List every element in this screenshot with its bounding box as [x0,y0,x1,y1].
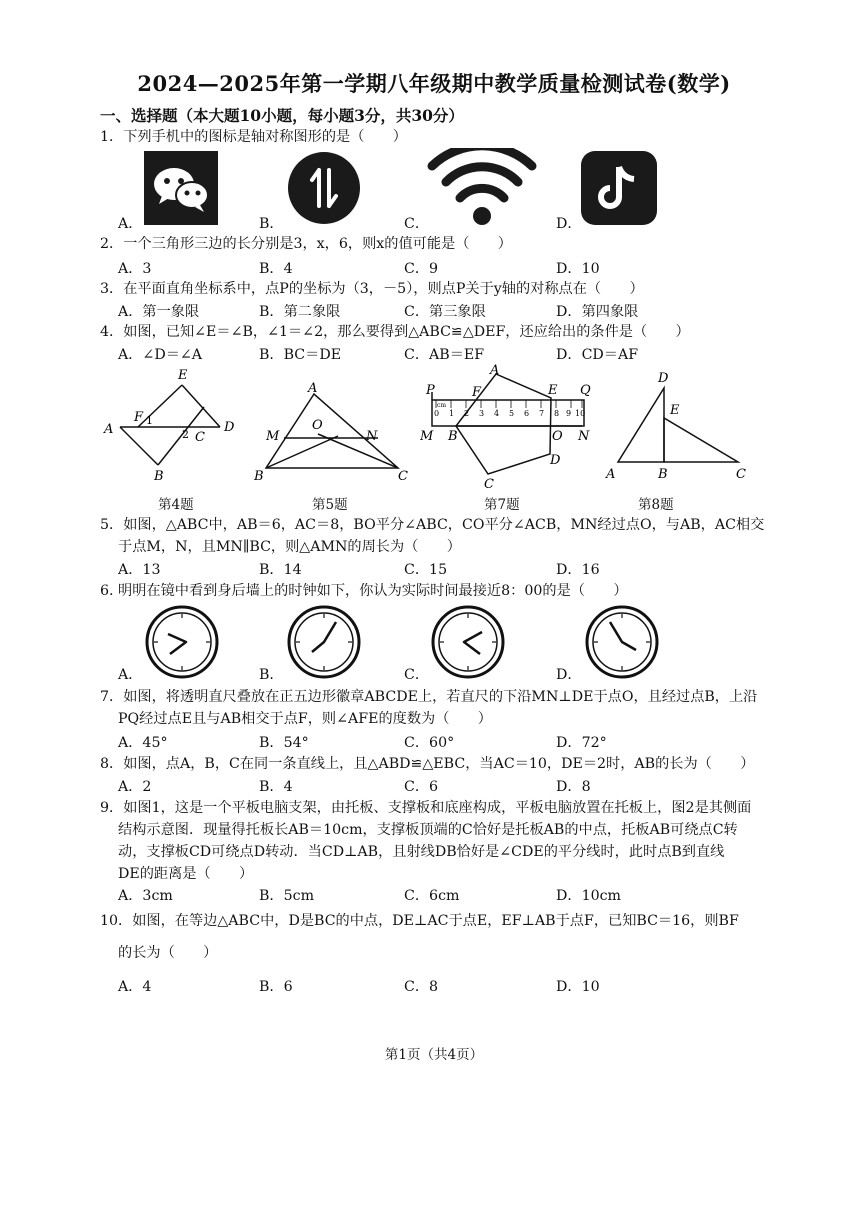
fig8-label-d: D [658,371,669,386]
question-7-line-2: PQ经过点E且与AB相交于点F，则∠AFE的度数为（ ） [118,711,492,727]
fig7-label-c: C [484,477,494,492]
q6-option-a: A． [118,667,143,683]
fig7-label-n: N [578,429,590,444]
ruler-tick-9: 9 [566,409,572,418]
q9-option-c: C．6cm [404,888,460,904]
page-footer: 第1页（共4页） [384,1047,484,1063]
tiktok-icon [581,151,657,225]
q5-option-c: C．15 [404,562,448,578]
question-9-line-3: 动，支撑板CD可绕点D转动．当CD⊥AB，且射线DB恰好是∠CDE的平分线时，此时点B到直线 [118,844,725,860]
question-10-line-1: 10．如图，在等边△ABC中，D是BC的中点，DE⊥AC于点E，EF⊥AB于点F，已知BC＝16，则BF [100,913,739,929]
caption-figure-5: 第5题 [312,497,348,513]
q7-option-c: C．60° [404,735,455,751]
caption-figure-8: 第8题 [638,497,674,513]
fig4-label-d: D [224,420,235,435]
ruler-tick-7: 7 [539,409,545,418]
question-6: 6. 明明在镜中看到身后墙上的时钟如下，你认为实际时间最接近8：00的是（ ） [100,583,628,599]
question-4: 4．如图，已知∠E＝∠B，∠1＝∠2，那么要得到△ABC≌△DEF，还应给出的条件是（ ） [100,324,690,340]
fig4-label-2: 2 [182,428,189,441]
q5-option-b: B．14 [259,562,302,578]
caption-figure-7: 第7题 [484,497,520,513]
ruler-ticks [436,400,582,408]
ruler-tick-8: 8 [554,409,560,418]
fig7-label-o: O [552,429,563,444]
q1-option-b: B． [259,216,284,232]
fig8-label-a: A [606,467,616,482]
question-9-line-2: 结构示意图．现量得托板长AB＝10cm，支撑板顶端的C恰好是托板AB的中点，托板AB可绕点C转 [118,822,738,838]
q3-option-c: C．第三象限 [404,304,486,320]
fig5-label-a: A [308,381,318,396]
fig7-label-e: E [548,383,558,398]
fig7-label-q: Q [580,383,591,398]
question-10-line-2: 的长为（ ） [118,945,218,961]
q3-option-b: B．第二象限 [259,304,341,320]
transfer-arrows-icon [286,151,362,225]
clock-c-icon [430,604,506,680]
ruler-tick-0: 0 [434,409,440,418]
ruler-tick-1: 1 [449,409,455,418]
clock-a-icon [144,604,220,680]
q8-option-a: A．2 [118,779,152,795]
q9-option-d: D．10cm [556,888,622,904]
ruler-tick-4: 4 [494,409,500,418]
q10-option-b: B．6 [259,979,293,995]
q8-option-b: B．4 [259,779,293,795]
figure-7 [420,362,600,492]
wifi-icon [427,148,537,228]
q5-option-a: A．13 [118,562,161,578]
question-2: 2．一个三角形三边的长分别是3，x，6，则x的值可能是（ ） [100,236,512,252]
q9-option-a: A．3cm [118,888,173,904]
figure-4 [100,365,245,485]
ruler-tick-3: 3 [479,409,485,418]
fig7-label-f: F [472,385,482,400]
fig4-label-e: E [178,368,188,383]
ruler-unit: cm [437,402,447,409]
q2-option-c: C．9 [404,261,439,277]
fig5-label-o: O [312,418,323,433]
q7-option-d: D．72° [556,735,607,751]
q1-option-d: D． [556,216,582,232]
q3-option-d: D．第四象限 [556,304,639,320]
question-7-line-1: 7．如图，将透明直尺叠放在正五边形徽章ABCDE上，若直尺的下沿MN⊥DE于点O，且经过点B，上沿 [100,689,758,705]
q2-option-a: A．3 [118,261,152,277]
fig4-label-1: 1 [146,414,153,427]
q10-option-d: D．10 [556,979,600,995]
q3-option-a: A．第一象限 [118,304,200,320]
q8-option-d: D．8 [556,779,591,795]
wechat-icon [144,151,218,225]
question-5-line-2: 于点M，N，且MN∥BC，则△AMN的周长为（ ） [118,539,461,555]
fig4-label-c: C [195,430,205,445]
question-5-line-1: 5．如图，△ABC中，AB＝6，AC＝8，BO平分∠ABC，CO平分∠ACB，MN经过点O，与AB，AC相交 [100,517,765,533]
q7-option-b: B．54° [259,735,309,751]
clock-b-icon [286,604,362,680]
section-heading: 一、选择题（本大题10小题，每小题3分，共30分） [100,106,464,125]
question-9-line-1: 9．如图1，这是一个平板电脑支架，由托板、支撑板和底座构成，平板电脑放置在托板上，图2是其侧面 [100,800,752,816]
question-3: 3．在平面直角坐标系中，点P的坐标为（3，－5），则点P关于y轴的对称点在（ ） [100,281,644,297]
q4-option-b: B．BC＝DE [259,347,342,363]
fig5-label-n: N [366,429,378,444]
fig7-label-a: A [490,363,500,378]
ruler-tick-2: 2 [464,409,470,418]
q7-option-a: A．45° [118,735,168,751]
figure-5 [248,380,418,485]
q6-option-b: B． [259,667,284,683]
q2-option-b: B．4 [259,261,293,277]
fig8-label-e: E [670,403,680,418]
q10-option-c: C．8 [404,979,439,995]
fig7-label-b: B [448,429,458,444]
q6-option-c: C． [404,667,430,683]
question-1: 1．下列手机中的图标是轴对称图形的是（ ） [100,129,407,145]
ruler-tick-6: 6 [524,409,530,418]
q4-option-c: C．AB＝EF [404,347,485,363]
clock-d-icon [584,604,660,680]
fig7-label-p: P [426,383,435,398]
fig7-label-m: M [420,429,434,444]
q1-option-c: C． [404,216,430,232]
q4-option-d: D．CD＝AF [556,347,639,363]
fig4-label-f: F [134,410,144,425]
fig4-label-a: A [104,422,114,437]
q2-option-d: D．10 [556,261,600,277]
q6-option-d: D． [556,667,582,683]
q9-option-b: B．5cm [259,888,315,904]
question-9-line-4: DE的距离是（ ） [118,866,254,882]
question-8: 8．如图，点A，B，C在同一条直线上，且△ABD≌△EBC，当AC＝10，DE＝2时，AB的长为（ ） [100,756,755,772]
fig5-label-m: M [266,429,280,444]
q5-option-d: D．16 [556,562,600,578]
figure-8 [600,368,760,486]
ruler-tick-5: 5 [509,409,515,418]
fig5-label-b: B [254,469,264,484]
fig4-label-b: B [154,469,164,484]
ruler-tick-10: 10 [575,409,586,418]
q4-option-a: A．∠D＝∠A [118,347,203,363]
q8-option-c: C．6 [404,779,439,795]
q10-option-a: A．4 [118,979,152,995]
q1-option-a: A． [118,216,143,232]
caption-figure-4: 第4题 [158,497,194,513]
fig7-label-d: D [550,453,561,468]
fig5-label-c: C [398,469,408,484]
fig8-label-c: C [736,467,746,482]
page-title: 2024—2025年第一学期八年级期中教学质量检测试卷(数学) [137,71,731,96]
fig8-label-b: B [658,467,668,482]
